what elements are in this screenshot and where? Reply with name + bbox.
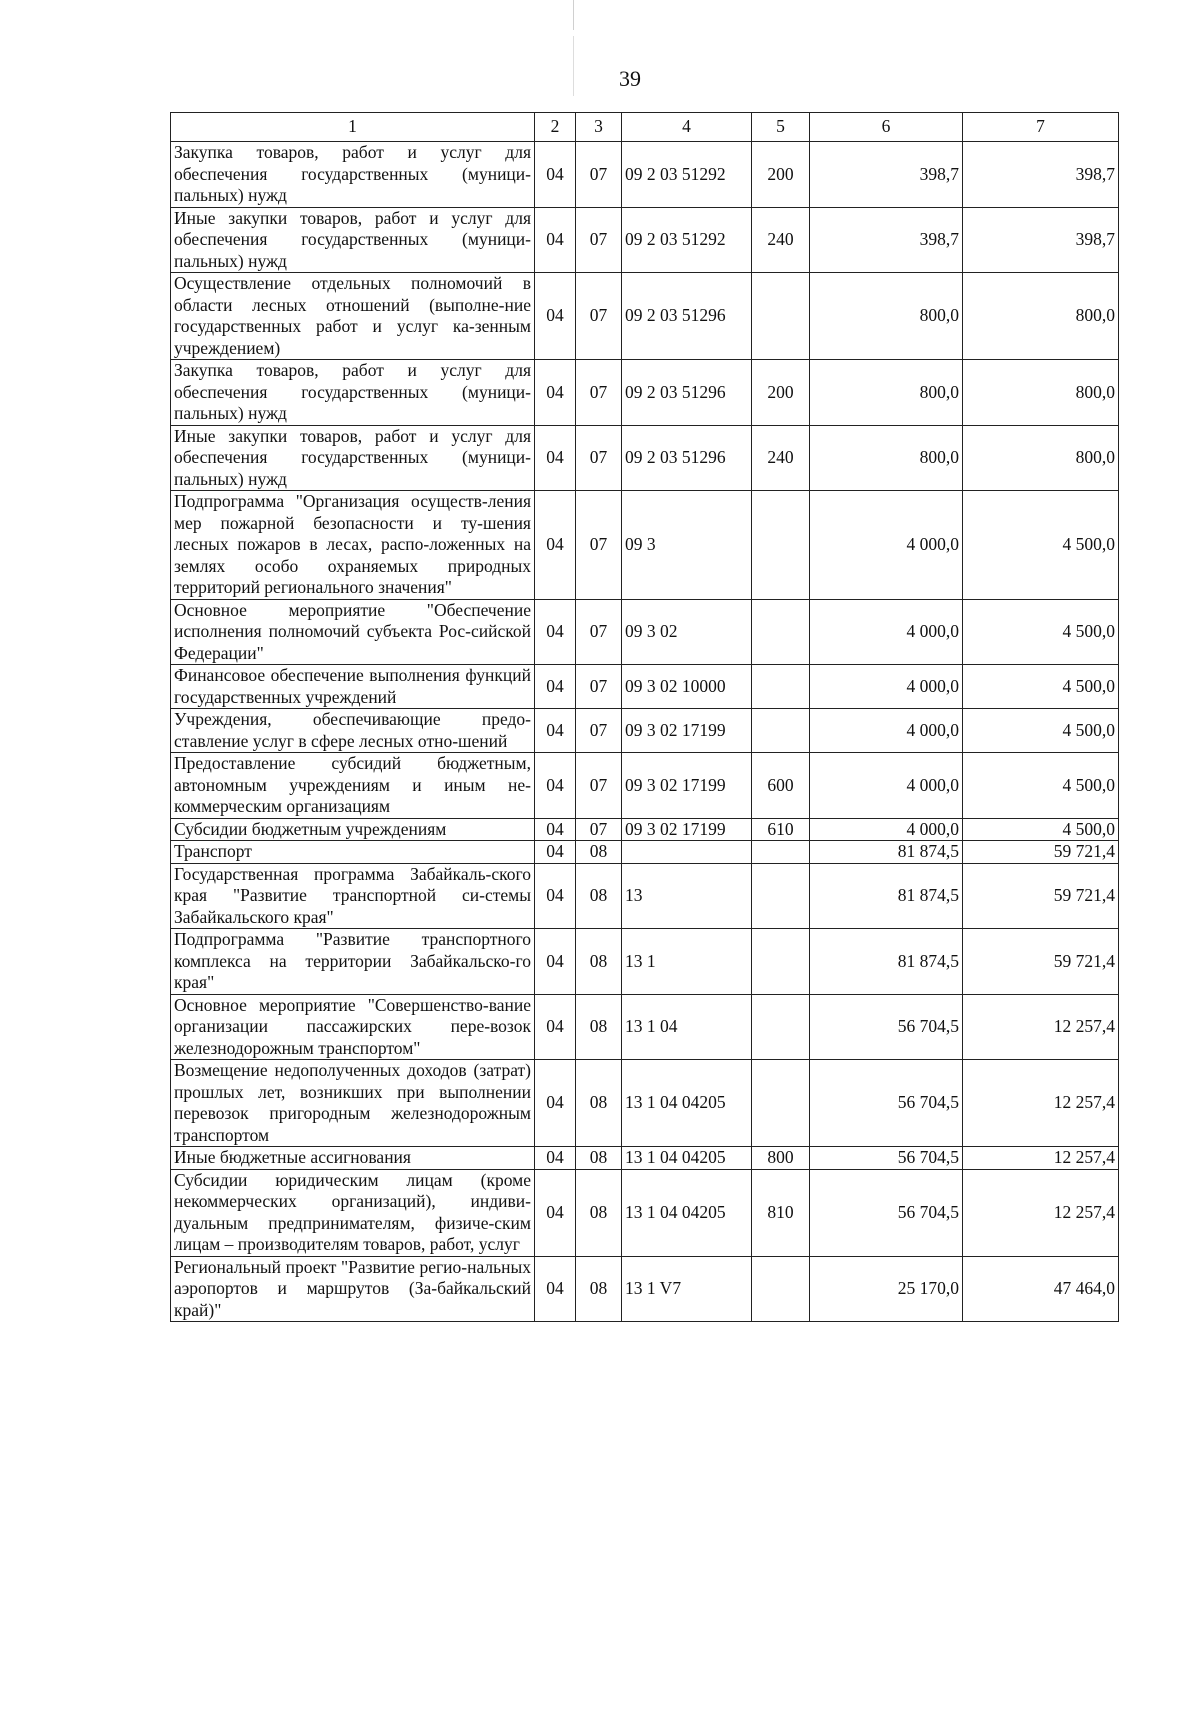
row-cell-c2: 04	[535, 207, 576, 273]
row-cell-c5: 610	[752, 818, 810, 841]
row-cell-c2: 04	[535, 491, 576, 600]
row-cell-c2: 04	[535, 753, 576, 819]
table-header-row	[171, 113, 1119, 142]
row-cell-c5: 200	[752, 142, 810, 208]
row-cell-c4: 09 3 02 17199	[622, 709, 752, 753]
row-cell-c2: 04	[535, 425, 576, 491]
row-cell-c2: 04	[535, 665, 576, 709]
row-cell-c6: 81 874,5	[810, 929, 963, 995]
row-name-cell: Региональный проект "Развитие регио-нальных аэропортов и маршрутов (За-байкальский край)"	[171, 1256, 535, 1322]
row-cell-c4: 09 3 02	[622, 599, 752, 665]
row-cell-c4: 13 1 04 04205	[622, 1147, 752, 1170]
row-cell-c5: 200	[752, 360, 810, 426]
row-cell-c6: 4 000,0	[810, 753, 963, 819]
row-name-cell: Субсидии бюджетным учреждениям	[171, 818, 535, 841]
row-cell-c4: 09 3 02 10000	[622, 665, 752, 709]
row-cell-c7: 12 257,4	[963, 994, 1119, 1060]
row-cell-c6: 800,0	[810, 425, 963, 491]
row-cell-c6: 398,7	[810, 142, 963, 208]
row-cell-c4: 09 2 03 51296	[622, 425, 752, 491]
table-row	[171, 929, 1119, 995]
row-cell-c2: 04	[535, 818, 576, 841]
row-cell-c3: 08	[576, 1060, 622, 1147]
row-cell-c3: 07	[576, 599, 622, 665]
row-cell-c5	[752, 929, 810, 995]
row-name-cell: Транспорт	[171, 841, 535, 864]
table-row	[171, 360, 1119, 426]
row-cell-c5	[752, 863, 810, 929]
row-cell-c7: 12 257,4	[963, 1060, 1119, 1147]
row-cell-c5	[752, 599, 810, 665]
row-cell-c6: 56 704,5	[810, 1169, 963, 1256]
row-cell-c4: 09 3 02 17199	[622, 818, 752, 841]
row-cell-c7: 800,0	[963, 273, 1119, 360]
row-cell-c6: 81 874,5	[810, 841, 963, 864]
row-cell-c6: 398,7	[810, 207, 963, 273]
row-cell-c6: 4 000,0	[810, 709, 963, 753]
row-cell-c5	[752, 994, 810, 1060]
row-cell-c6: 56 704,5	[810, 1060, 963, 1147]
table-row	[171, 1147, 1119, 1170]
row-cell-c7: 4 500,0	[963, 709, 1119, 753]
budget-table	[170, 112, 1119, 1322]
table-row	[171, 665, 1119, 709]
row-cell-c3: 07	[576, 273, 622, 360]
row-cell-c6: 56 704,5	[810, 1147, 963, 1170]
table-row	[171, 994, 1119, 1060]
row-name-cell: Государственная программа Забайкаль-ского края "Развитие транспортной си-стемы Забайкальского края"	[171, 863, 535, 929]
table-body	[171, 142, 1119, 1322]
row-cell-c5	[752, 841, 810, 864]
row-name-cell: Иные закупки товаров, работ и услуг для обеспечения государственных (муници-пальных) нужд	[171, 425, 535, 491]
row-cell-c6: 25 170,0	[810, 1256, 963, 1322]
row-cell-c6: 800,0	[810, 273, 963, 360]
row-cell-c3: 07	[576, 665, 622, 709]
row-cell-c7: 12 257,4	[963, 1169, 1119, 1256]
row-cell-c4: 09 3 02 17199	[622, 753, 752, 819]
row-name-cell: Подпрограмма "Организация осуществ-ления мер пожарной безопасности и ту-шения лесных пожаров в лесах, распо-ложенных на землях особо охраняемых природных территорий регионального значения"	[171, 491, 535, 600]
table-row	[171, 753, 1119, 819]
column-header: 4	[622, 113, 752, 142]
row-cell-c5	[752, 709, 810, 753]
table-row	[171, 841, 1119, 864]
table-row	[171, 425, 1119, 491]
row-cell-c2: 04	[535, 1147, 576, 1170]
row-cell-c3: 08	[576, 1256, 622, 1322]
row-cell-c2: 04	[535, 863, 576, 929]
row-cell-c7: 4 500,0	[963, 753, 1119, 819]
row-name-cell: Возмещение недополученных доходов (затрат) прошлых лет, возникших при выполнении перевозок пригородным железнодорожным транспортом	[171, 1060, 535, 1147]
row-cell-c3: 08	[576, 1169, 622, 1256]
row-cell-c5	[752, 1256, 810, 1322]
row-cell-c5	[752, 491, 810, 600]
row-name-cell: Осуществление отдельных полномочий в области лесных отношений (выполне-ние государственных работ и услуг ка-зенным учреждением)	[171, 273, 535, 360]
table-row	[171, 818, 1119, 841]
row-cell-c5: 600	[752, 753, 810, 819]
column-header: 1	[171, 113, 535, 142]
row-cell-c6: 800,0	[810, 360, 963, 426]
row-cell-c7: 59 721,4	[963, 863, 1119, 929]
row-cell-c2: 04	[535, 1256, 576, 1322]
row-name-cell: Субсидии юридическим лицам (кроме некоммерческих организаций), индиви-дуальным предпринимателям, физиче-ским лицам – производителям товаров, работ, услуг	[171, 1169, 535, 1256]
row-cell-c5	[752, 1060, 810, 1147]
row-cell-c7: 4 500,0	[963, 491, 1119, 600]
row-cell-c3: 07	[576, 753, 622, 819]
page-number: 39	[619, 66, 641, 91]
row-cell-c6: 4 000,0	[810, 491, 963, 600]
row-cell-c6: 4 000,0	[810, 818, 963, 841]
row-cell-c3: 08	[576, 863, 622, 929]
row-name-cell: Предоставление субсидий бюджетным, автономным учреждениям и иным не-коммерческим организациям	[171, 753, 535, 819]
row-cell-c4: 13 1	[622, 929, 752, 995]
column-header: 3	[576, 113, 622, 142]
row-cell-c7: 398,7	[963, 207, 1119, 273]
row-cell-c2: 04	[535, 599, 576, 665]
row-cell-c7: 59 721,4	[963, 929, 1119, 995]
row-name-cell: Закупка товаров, работ и услуг для обеспечения государственных (муници-пальных) нужд	[171, 360, 535, 426]
row-cell-c2: 04	[535, 929, 576, 995]
row-name-cell: Финансовое обеспечение выполнения функций государственных учреждений	[171, 665, 535, 709]
table-row	[171, 142, 1119, 208]
row-cell-c5: 800	[752, 1147, 810, 1170]
row-cell-c2: 04	[535, 1060, 576, 1147]
row-cell-c3: 07	[576, 425, 622, 491]
row-cell-c2: 04	[535, 994, 576, 1060]
row-cell-c7: 800,0	[963, 425, 1119, 491]
row-name-cell: Подпрограмма "Развитие транспортного комплекса на территории Забайкальско-го края"	[171, 929, 535, 995]
row-cell-c2: 04	[535, 841, 576, 864]
row-name-cell: Иные закупки товаров, работ и услуг для обеспечения государственных (муници-пальных) нужд	[171, 207, 535, 273]
table-row	[171, 709, 1119, 753]
row-name-cell: Учреждения, обеспечивающие предо-ставление услуг в сфере лесных отно-шений	[171, 709, 535, 753]
row-cell-c2: 04	[535, 1169, 576, 1256]
row-cell-c7: 47 464,0	[963, 1256, 1119, 1322]
row-cell-c3: 08	[576, 841, 622, 864]
row-cell-c3: 08	[576, 994, 622, 1060]
row-cell-c4: 09 2 03 51296	[622, 360, 752, 426]
column-header: 6	[810, 113, 963, 142]
row-cell-c3: 07	[576, 360, 622, 426]
row-cell-c6: 56 704,5	[810, 994, 963, 1060]
row-name-cell: Основное мероприятие "Совершенство-вание организации пассажирских пере-возок железнодорожным транспортом"	[171, 994, 535, 1060]
scan-artifact	[573, 0, 574, 30]
row-cell-c3: 07	[576, 491, 622, 600]
table-row	[171, 863, 1119, 929]
row-cell-c7: 4 500,0	[963, 818, 1119, 841]
row-name-cell: Основное мероприятие "Обеспечение исполнения полномочий субъекта Рос-сийской Федерации"	[171, 599, 535, 665]
column-header: 5	[752, 113, 810, 142]
row-cell-c7: 12 257,4	[963, 1147, 1119, 1170]
row-cell-c7: 4 500,0	[963, 665, 1119, 709]
row-cell-c5: 240	[752, 425, 810, 491]
row-cell-c7: 59 721,4	[963, 841, 1119, 864]
row-name-cell: Иные бюджетные ассигнования	[171, 1147, 535, 1170]
row-cell-c5: 240	[752, 207, 810, 273]
table-row	[171, 207, 1119, 273]
row-cell-c2: 04	[535, 273, 576, 360]
row-cell-c4: 09 3	[622, 491, 752, 600]
row-cell-c7: 398,7	[963, 142, 1119, 208]
row-cell-c6: 4 000,0	[810, 665, 963, 709]
row-cell-c3: 08	[576, 1147, 622, 1170]
table-row	[171, 273, 1119, 360]
column-header: 2	[535, 113, 576, 142]
row-cell-c4: 09 2 03 51296	[622, 273, 752, 360]
table-row	[171, 599, 1119, 665]
row-cell-c2: 04	[535, 709, 576, 753]
scan-artifact	[573, 36, 574, 96]
row-cell-c4: 13	[622, 863, 752, 929]
row-name-cell: Закупка товаров, работ и услуг для обеспечения государственных (муници-пальных) нужд	[171, 142, 535, 208]
row-cell-c4: 09 2 03 51292	[622, 207, 752, 273]
row-cell-c3: 07	[576, 818, 622, 841]
row-cell-c3: 07	[576, 142, 622, 208]
table-row	[171, 1060, 1119, 1147]
row-cell-c4: 13 1 V7	[622, 1256, 752, 1322]
column-header: 7	[963, 113, 1119, 142]
row-cell-c6: 81 874,5	[810, 863, 963, 929]
row-cell-c6: 4 000,0	[810, 599, 963, 665]
row-cell-c4	[622, 841, 752, 864]
row-cell-c4: 13 1 04	[622, 994, 752, 1060]
row-cell-c3: 07	[576, 709, 622, 753]
table-row	[171, 1256, 1119, 1322]
table-row	[171, 1169, 1119, 1256]
row-cell-c3: 07	[576, 207, 622, 273]
row-cell-c5	[752, 665, 810, 709]
row-cell-c2: 04	[535, 142, 576, 208]
row-cell-c4: 13 1 04 04205	[622, 1169, 752, 1256]
row-cell-c7: 4 500,0	[963, 599, 1119, 665]
row-cell-c5	[752, 273, 810, 360]
table-row	[171, 491, 1119, 600]
row-cell-c3: 08	[576, 929, 622, 995]
row-cell-c4: 09 2 03 51292	[622, 142, 752, 208]
row-cell-c4: 13 1 04 04205	[622, 1060, 752, 1147]
row-cell-c7: 800,0	[963, 360, 1119, 426]
row-cell-c5: 810	[752, 1169, 810, 1256]
row-cell-c2: 04	[535, 360, 576, 426]
